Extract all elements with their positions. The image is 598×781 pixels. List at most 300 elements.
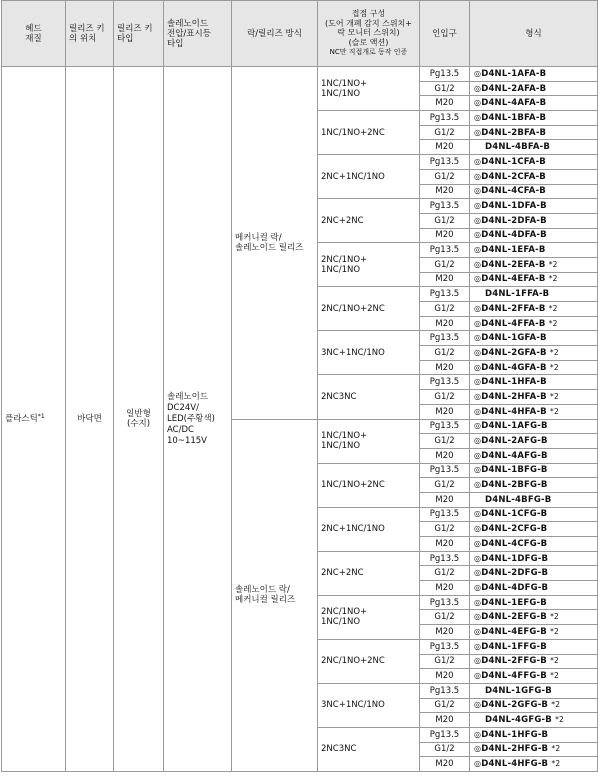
contact-text: 1NC/1NO+2NC xyxy=(321,127,385,138)
key-type-cell xyxy=(114,67,164,772)
contact-cell xyxy=(318,111,420,155)
model-cell xyxy=(470,669,598,684)
model-cell xyxy=(470,492,598,507)
model-code: D4NL-4CFA-B xyxy=(481,186,546,197)
model-code: D4NL-1BFA-B xyxy=(481,112,547,123)
entry-text: G1/2 xyxy=(434,347,455,358)
model-code: D4NL-4EFG-B xyxy=(481,626,547,637)
entry-cell xyxy=(420,492,470,507)
model-cell xyxy=(470,581,598,596)
model-code: D4NL-2FFA-B xyxy=(481,303,546,314)
entry-text: M20 xyxy=(435,538,454,549)
standard-mark-icon: ◎ xyxy=(474,450,482,460)
model-code: D4NL-4AFG-B xyxy=(481,450,548,461)
model-cell xyxy=(470,419,598,434)
contact-cell xyxy=(318,595,420,639)
key-position-text: 바닥면 xyxy=(77,414,102,424)
contact-cell xyxy=(318,639,420,683)
entry-cell xyxy=(420,669,470,684)
model-code: D4NL-4FFG-B xyxy=(481,671,547,682)
footnote-mark: *2 xyxy=(549,347,559,357)
model-cell xyxy=(470,727,598,742)
entry-text: G1/2 xyxy=(434,215,455,226)
model-cell xyxy=(470,507,598,522)
model-code: D4NL-2EFG-B xyxy=(481,612,547,623)
model-cell xyxy=(470,625,598,640)
entry-cell xyxy=(420,404,470,419)
model-code: D4NL-2HFG-B xyxy=(481,744,549,755)
standard-mark-icon: ◎ xyxy=(474,421,482,431)
model-cell xyxy=(470,81,598,96)
entry-text: Pg13.5 xyxy=(429,201,460,212)
entry-cell xyxy=(420,169,470,184)
model-cell xyxy=(470,125,598,140)
table-row xyxy=(2,67,598,82)
entry-text: G1/2 xyxy=(434,568,455,579)
model-code: D4NL-1AFG-B xyxy=(481,421,548,432)
entry-text: G1/2 xyxy=(434,171,455,182)
standard-mark-icon: ◎ xyxy=(474,112,482,122)
standard-mark-icon: ◎ xyxy=(474,362,482,372)
model-cell xyxy=(470,272,598,287)
standard-mark-icon: ◎ xyxy=(474,98,482,108)
standard-mark-icon: ◎ xyxy=(474,656,482,666)
header-row xyxy=(2,1,598,67)
contact-text: 1NC/1NO+ 1NC/1NO xyxy=(321,431,368,452)
entry-text: Pg13.5 xyxy=(429,245,460,256)
model-code: D4NL-1FFG-B xyxy=(481,641,547,652)
footnote-mark: *2 xyxy=(550,612,560,622)
contact-text: 2NC3NC xyxy=(321,744,357,755)
model-cell xyxy=(470,140,598,155)
standard-mark-icon: ◎ xyxy=(474,759,482,769)
model-code: D4NL-4HFA-B xyxy=(481,406,547,417)
model-code: D4NL-4HFG-B xyxy=(481,759,549,770)
solenoid-cell xyxy=(164,67,232,772)
contact-text: 2NC/1NO+2NC xyxy=(321,656,385,667)
entry-text: M20 xyxy=(435,142,454,153)
header-lock-method: 락/릴리즈 방식 xyxy=(232,1,318,67)
entry-cell xyxy=(420,742,470,757)
entry-cell xyxy=(420,581,470,596)
header-key-position: 릴리즈 키 의 위치 xyxy=(66,1,114,67)
header-model: 형식 xyxy=(470,1,598,67)
model-cell xyxy=(470,184,598,199)
model-cell xyxy=(470,448,598,463)
entry-cell xyxy=(420,507,470,522)
contact-cell xyxy=(318,727,420,771)
standard-mark-icon: ◎ xyxy=(474,230,482,240)
entry-cell xyxy=(420,111,470,126)
lock-method-text: 메커니컬 락/ 솔레노이드 릴리즈 xyxy=(235,232,304,253)
model-code: D4NL-4AFA-B xyxy=(481,98,547,109)
model-cell xyxy=(470,551,598,566)
model-cell xyxy=(470,654,598,669)
standard-mark-icon: ◎ xyxy=(474,318,482,328)
standard-mark-icon: ◎ xyxy=(474,671,482,681)
lock-method-cell xyxy=(232,67,318,420)
model-code: D4NL-2DFA-B xyxy=(481,215,547,226)
footnote-mark: *2 xyxy=(550,671,560,681)
model-cell xyxy=(470,199,598,214)
entry-cell xyxy=(420,81,470,96)
head-material-cell xyxy=(2,67,66,772)
contact-cell xyxy=(318,331,420,375)
model-cell xyxy=(470,757,598,772)
footnote-mark: *2 xyxy=(550,626,560,636)
standard-mark-icon: ◎ xyxy=(474,524,482,534)
model-code: D4NL-1DFA-B xyxy=(481,201,547,212)
entry-cell xyxy=(420,213,470,228)
entry-cell xyxy=(420,463,470,478)
entry-text: M20 xyxy=(435,318,454,329)
entry-text: G1/2 xyxy=(434,480,455,491)
model-cell xyxy=(470,213,598,228)
model-code: D4NL-2DFG-B xyxy=(481,568,549,579)
model-cell xyxy=(470,698,598,713)
entry-cell xyxy=(420,522,470,537)
model-cell xyxy=(470,683,598,698)
model-code: D4NL-1HFG-B xyxy=(481,729,549,740)
contact-cell xyxy=(318,375,420,419)
model-code: D4NL-1EFA-B xyxy=(481,245,546,256)
model-code: D4NL-2FFG-B xyxy=(481,656,547,667)
footnote-mark: *2 xyxy=(548,274,558,284)
standard-mark-icon: ◎ xyxy=(474,465,482,475)
standard-mark-icon: ◎ xyxy=(474,568,482,578)
standard-mark-icon: ◎ xyxy=(474,156,482,166)
contact-text: 2NC+2NC xyxy=(321,568,364,579)
contact-cell xyxy=(318,551,420,595)
entry-cell xyxy=(420,228,470,243)
head-material-note: *1 xyxy=(37,413,45,420)
entry-cell xyxy=(420,639,470,654)
standard-mark-icon: ◎ xyxy=(474,626,482,636)
model-code: D4NL-4GFA-B xyxy=(481,362,547,373)
model-cell xyxy=(470,169,598,184)
entry-text: M20 xyxy=(435,671,454,682)
model-cell xyxy=(470,360,598,375)
entry-cell xyxy=(420,272,470,287)
standard-mark-icon: ◎ xyxy=(474,171,482,181)
contact-cell xyxy=(318,67,420,111)
entry-text: G1/2 xyxy=(434,700,455,711)
entry-cell xyxy=(420,434,470,449)
standard-mark-icon: ◎ xyxy=(474,245,482,255)
model-code: D4NL-4GFG-B xyxy=(485,715,552,726)
entry-cell xyxy=(420,537,470,552)
model-code: D4NL-2CFG-B xyxy=(481,524,548,535)
model-code: D4NL-1AFA-B xyxy=(481,68,547,79)
header-solenoid: 솔레노이드 전압/표시등 타입 xyxy=(164,1,232,67)
entry-cell xyxy=(420,683,470,698)
model-cell xyxy=(470,111,598,126)
entry-text: M20 xyxy=(435,626,454,637)
contact-cell xyxy=(318,155,420,199)
standard-mark-icon: ◎ xyxy=(474,259,482,269)
entry-cell xyxy=(420,654,470,669)
footnote-mark: *2 xyxy=(551,700,561,710)
entry-cell xyxy=(420,551,470,566)
contact-text: 2NC+1NC/1NO xyxy=(321,171,385,182)
entry-text: G1/2 xyxy=(434,612,455,623)
model-cell xyxy=(470,566,598,581)
standard-mark-icon: ◎ xyxy=(474,553,482,563)
entry-cell xyxy=(420,448,470,463)
footnote-mark: *2 xyxy=(550,406,559,416)
model-cell xyxy=(470,610,598,625)
contact-text: 2NC3NC xyxy=(321,391,357,402)
contact-text: 1NC/1NO+ 1NC/1NO xyxy=(321,78,368,99)
footnote-mark: *2 xyxy=(551,744,561,754)
model-code: D4NL-2BFG-B xyxy=(481,480,548,491)
entry-cell xyxy=(420,96,470,111)
entry-text: M20 xyxy=(435,450,454,461)
entry-text: M20 xyxy=(435,230,454,241)
entry-text: Pg13.5 xyxy=(429,68,460,79)
standard-mark-icon: ◎ xyxy=(474,303,482,313)
entry-cell xyxy=(420,67,470,82)
footnote-mark: *2 xyxy=(555,715,565,725)
entry-cell xyxy=(420,346,470,361)
header-entry: 인입구 xyxy=(420,1,470,67)
standard-mark-icon: ◎ xyxy=(474,186,482,196)
model-code: D4NL-4EFA-B xyxy=(481,274,546,285)
entry-text: Pg13.5 xyxy=(429,112,460,123)
model-code: D4NL-1EFG-B xyxy=(481,597,547,608)
model-cell xyxy=(470,375,598,390)
model-code: D4NL-1FFA-B xyxy=(485,289,550,300)
standard-mark-icon: ◎ xyxy=(474,391,482,401)
entry-text: G1/2 xyxy=(434,524,455,535)
entry-cell xyxy=(420,287,470,302)
entry-cell xyxy=(420,184,470,199)
lock-method-cell xyxy=(232,419,318,772)
standard-mark-icon: ◎ xyxy=(474,582,482,592)
model-table xyxy=(1,0,598,772)
model-code: D4NL-4BFA-B xyxy=(485,142,551,153)
contact-cell xyxy=(318,683,420,727)
model-code: D4NL-1GFG-B xyxy=(485,685,552,696)
model-cell xyxy=(470,302,598,317)
table-body xyxy=(2,67,598,772)
footnote-mark: *2 xyxy=(549,362,559,372)
entry-text: Pg13.5 xyxy=(429,289,460,300)
entry-text: M20 xyxy=(435,274,454,285)
entry-text: Pg13.5 xyxy=(429,156,460,167)
entry-cell xyxy=(420,566,470,581)
entry-text: Pg13.5 xyxy=(429,641,460,652)
standard-mark-icon: ◎ xyxy=(474,729,482,739)
model-code: D4NL-2EFA-B xyxy=(481,259,546,270)
entry-cell xyxy=(420,419,470,434)
standard-mark-icon: ◎ xyxy=(474,436,482,446)
model-code: D4NL-4BFG-B xyxy=(485,494,552,505)
entry-text: Pg13.5 xyxy=(429,553,460,564)
contact-cell xyxy=(318,243,420,287)
standard-mark-icon: ◎ xyxy=(474,641,482,651)
solenoid-text: 솔레노이드 DC24V/ LED(주황색) AC/DC 10~115V xyxy=(167,391,215,446)
entry-text: Pg13.5 xyxy=(429,465,460,476)
entry-cell xyxy=(420,375,470,390)
model-code: D4NL-4DFA-B xyxy=(481,230,547,241)
contact-text: 2NC/1NO+2NC xyxy=(321,303,385,314)
entry-text: Pg13.5 xyxy=(429,377,460,388)
footnote-mark: *2 xyxy=(548,259,558,269)
head-material-text: 플라스틱 xyxy=(5,414,38,424)
standard-mark-icon: ◎ xyxy=(474,201,482,211)
standard-mark-icon: ◎ xyxy=(474,406,482,416)
model-cell xyxy=(470,257,598,272)
entry-cell xyxy=(420,125,470,140)
model-cell xyxy=(470,434,598,449)
model-cell xyxy=(470,537,598,552)
standard-mark-icon: ◎ xyxy=(474,538,482,548)
model-cell xyxy=(470,463,598,478)
model-code: D4NL-4FFA-B xyxy=(481,318,546,329)
entry-text: M20 xyxy=(435,406,454,417)
entry-text: M20 xyxy=(435,494,454,505)
entry-text: G1/2 xyxy=(434,259,455,270)
entry-cell xyxy=(420,155,470,170)
standard-mark-icon: ◎ xyxy=(474,612,482,622)
entry-text: G1/2 xyxy=(434,656,455,667)
standard-mark-icon: ◎ xyxy=(474,480,482,490)
model-cell xyxy=(470,243,598,258)
entry-cell xyxy=(420,257,470,272)
entry-cell xyxy=(420,390,470,405)
model-cell xyxy=(470,67,598,82)
entry-cell xyxy=(420,757,470,772)
model-cell xyxy=(470,522,598,537)
model-cell xyxy=(470,331,598,346)
model-code: D4NL-1HFA-B xyxy=(481,377,547,388)
entry-cell xyxy=(420,610,470,625)
model-cell xyxy=(470,478,598,493)
entry-cell xyxy=(420,140,470,155)
entry-cell xyxy=(420,625,470,640)
entry-cell xyxy=(420,302,470,317)
footnote-mark: *2 xyxy=(550,656,560,666)
model-code: D4NL-2CFA-B xyxy=(481,171,546,182)
model-code: D4NL-1GFA-B xyxy=(481,333,547,344)
header-head-material: 헤드 재질 xyxy=(2,1,66,67)
entry-text: M20 xyxy=(435,98,454,109)
model-cell xyxy=(470,346,598,361)
entry-text: Pg13.5 xyxy=(429,597,460,608)
contact-text: 2NC/1NO+ 1NC/1NO xyxy=(321,607,368,628)
model-code: D4NL-1CFA-B xyxy=(481,156,546,167)
entry-text: G1/2 xyxy=(434,127,455,138)
contact-cell xyxy=(318,463,420,507)
entry-cell xyxy=(420,698,470,713)
entry-text: G1/2 xyxy=(434,83,455,94)
standard-mark-icon: ◎ xyxy=(474,127,482,137)
entry-text: G1/2 xyxy=(434,744,455,755)
entry-text: Pg13.5 xyxy=(429,421,460,432)
contact-text: 2NC/1NO+ 1NC/1NO xyxy=(321,254,368,275)
contact-text: 2NC+1NC/1NO xyxy=(321,524,385,535)
entry-text: G1/2 xyxy=(434,436,455,447)
entry-text: M20 xyxy=(435,715,454,726)
standard-mark-icon: ◎ xyxy=(474,509,482,519)
model-code: D4NL-2AFA-B xyxy=(481,83,547,94)
entry-text: G1/2 xyxy=(434,391,455,402)
standard-mark-icon: ◎ xyxy=(474,68,482,78)
model-code: D4NL-4CFG-B xyxy=(481,538,548,549)
entry-cell xyxy=(420,595,470,610)
model-cell xyxy=(470,404,598,419)
model-code: D4NL-2AFG-B xyxy=(481,436,548,447)
entry-cell xyxy=(420,360,470,375)
footnote-mark: *2 xyxy=(548,303,558,313)
model-cell xyxy=(470,155,598,170)
entry-text: M20 xyxy=(435,186,454,197)
contact-text: 3NC+1NC/1NO xyxy=(321,700,385,711)
standard-mark-icon: ◎ xyxy=(474,274,482,284)
standard-mark-icon: ◎ xyxy=(474,347,482,357)
contact-cell xyxy=(318,199,420,243)
lock-method-text: 솔레노이드 락/ 메커니컬 릴리즈 xyxy=(235,585,296,606)
model-cell xyxy=(470,316,598,331)
model-cell xyxy=(470,96,598,111)
entry-text: G1/2 xyxy=(434,303,455,314)
entry-cell xyxy=(420,331,470,346)
contact-cell xyxy=(318,419,420,463)
footnote-mark: *2 xyxy=(548,318,558,328)
entry-cell xyxy=(420,316,470,331)
entry-text: M20 xyxy=(435,582,454,593)
model-cell xyxy=(470,228,598,243)
entry-text: Pg13.5 xyxy=(429,685,460,696)
standard-mark-icon: ◎ xyxy=(474,333,482,343)
model-code: D4NL-2GFG-B xyxy=(481,700,549,711)
entry-text: Pg13.5 xyxy=(429,509,460,520)
entry-text: M20 xyxy=(435,362,454,373)
header-key-type: 릴리즈 키 타입 xyxy=(114,1,164,67)
model-cell xyxy=(470,742,598,757)
model-code: D4NL-2GFA-B xyxy=(481,347,547,358)
standard-mark-icon: ◎ xyxy=(474,83,482,93)
model-code: D4NL-1CFG-B xyxy=(481,509,548,520)
contact-cell xyxy=(318,507,420,551)
key-type-text: 일반형 (수지) xyxy=(126,409,151,429)
model-cell xyxy=(470,595,598,610)
key-position-cell xyxy=(66,67,114,772)
entry-cell xyxy=(420,243,470,258)
contact-text: 2NC+2NC xyxy=(321,215,364,226)
entry-cell xyxy=(420,713,470,728)
model-code: D4NL-2HFA-B xyxy=(481,391,547,402)
standard-mark-icon: ◎ xyxy=(474,744,482,754)
standard-mark-icon: ◎ xyxy=(474,377,482,387)
model-code: D4NL-1BFG-B xyxy=(481,465,548,476)
entry-cell xyxy=(420,199,470,214)
entry-text: Pg13.5 xyxy=(429,333,460,344)
standard-mark-icon: ◎ xyxy=(474,215,482,225)
entry-cell xyxy=(420,727,470,742)
header-contact: 접점 구성 (도어 개폐 감지 스위치+ 락 모니터 스위치) (슬로 액션) NC만 직접개로 동작 인증 xyxy=(318,1,420,67)
contact-cell xyxy=(318,287,420,331)
entry-cell xyxy=(420,478,470,493)
standard-mark-icon: ◎ xyxy=(474,597,482,607)
model-code: D4NL-2BFA-B xyxy=(481,127,547,138)
standard-mark-icon: ◎ xyxy=(474,700,482,710)
model-code: D4NL-4DFG-B xyxy=(481,582,549,593)
footnote-mark: *2 xyxy=(551,759,561,769)
contact-text: 3NC+1NC/1NO xyxy=(321,347,385,358)
contact-text: 1NC/1NO+2NC xyxy=(321,480,385,491)
